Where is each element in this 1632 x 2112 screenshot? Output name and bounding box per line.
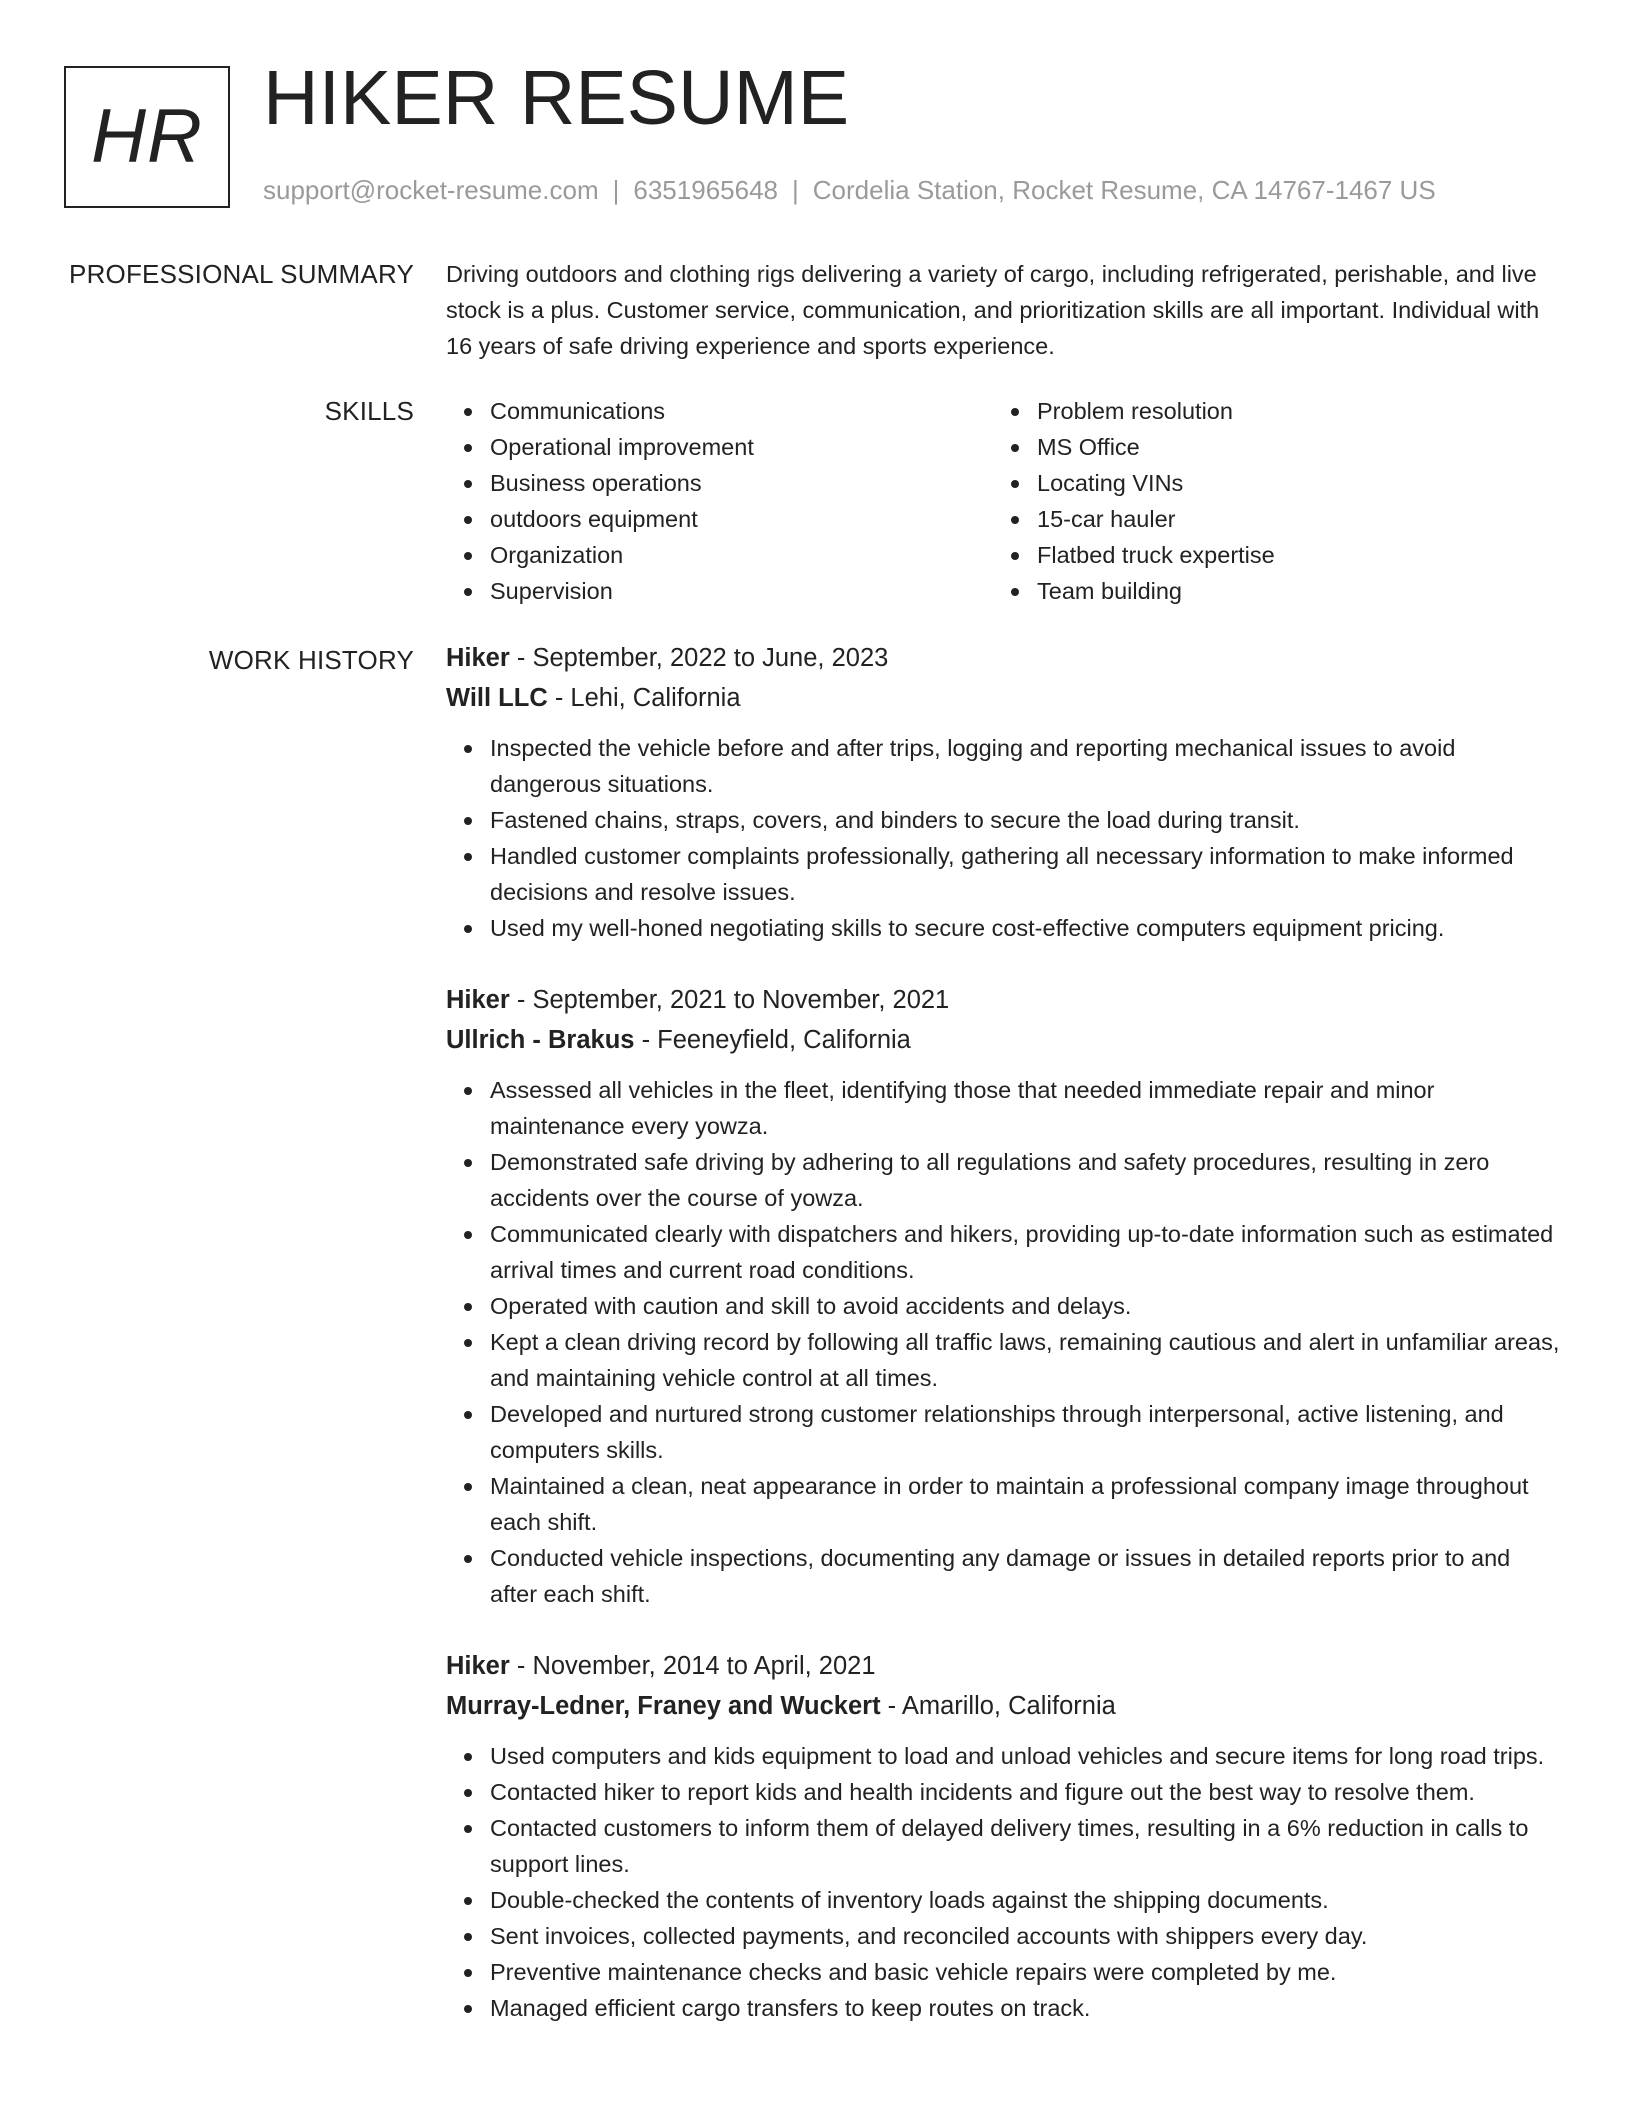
work-history-body [446, 638, 1562, 2060]
job-bullet: Kept a clean driving record by following all traffic laws, remaining cautious and alert in unfamiliar areas, and maintaining vehicle control at all times. [446, 1324, 1562, 1396]
skills-heading: SKILLS [324, 396, 414, 426]
contact-phone: 6351965648 [633, 175, 778, 205]
skill-item: Communications [446, 393, 993, 429]
skill-item: Business operations [446, 465, 993, 501]
job-bullet: Assessed all vehicles in the fleet, identifying those that needed immediate repair and minor maintenance every yowza. [446, 1072, 1562, 1144]
skill-item: Problem resolution [993, 393, 1540, 429]
job-title-line [446, 1646, 1562, 1686]
skills-column-right [993, 393, 1540, 609]
job-bullets [446, 730, 1562, 946]
job-employer: Will LLC [446, 684, 548, 712]
job-bullet: Fastened chains, straps, covers, and binders to secure the load during transit. [446, 802, 1562, 838]
job-bullet: Demonstrated safe driving by adhering to all regulations and safety procedures, resulting in zero accidents over the course of yowza. [446, 1144, 1562, 1216]
skill-item: Team building [993, 573, 1540, 609]
job-bullet: Inspected the vehicle before and after trips, logging and reporting mechanical issues to avoid dangerous situations. [446, 730, 1562, 802]
job-location: - Amarillo, California [880, 1692, 1116, 1720]
job-bullet: Contacted customers to inform them of delayed delivery times, resulting in a 6% reduction in calls to support lines. [446, 1810, 1562, 1882]
job-employer: Murray-Ledner, Franey and Wuckert [446, 1692, 881, 1720]
job-dates: - September, 2022 to June, 2023 [509, 644, 889, 672]
job-bullet: Operated with caution and skill to avoid accidents and delays. [446, 1288, 1562, 1324]
work-history-heading: WORK HISTORY [208, 645, 414, 675]
skill-item: Flatbed truck expertise [993, 537, 1540, 573]
job-title: Hiker [446, 644, 510, 672]
job-location: - Lehi, California [547, 684, 741, 712]
skill-item: 15-car hauler [993, 501, 1540, 537]
job-bullets [446, 1072, 1562, 1612]
job-dates: - November, 2014 to April, 2021 [509, 1652, 876, 1680]
skill-item: MS Office [993, 429, 1540, 465]
skill-item: Locating VINs [993, 465, 1540, 501]
monogram-initials: HR [91, 94, 203, 179]
summary-heading: PROFESSIONAL SUMMARY [69, 259, 414, 289]
job-entry [446, 980, 1562, 1612]
job-employer: Ullrich - Brakus [446, 1026, 635, 1054]
skill-item: Supervision [446, 573, 993, 609]
job-bullet: Conducted vehicle inspections, documenting any damage or issues in detailed reports prior to and after each shift. [446, 1540, 1562, 1612]
job-title-line [446, 638, 1562, 678]
job-employer-line [446, 678, 1562, 718]
job-entry [446, 638, 1562, 946]
summary-body [446, 256, 1562, 364]
contact-line [263, 175, 1436, 205]
summary-text: Driving outdoors and clothing rigs delivering a variety of cargo, including refrigerated, perishable, and live stock is a plus. Customer service, communication, and prioritization skills are all important. Individual with 16 years of safe driving experience and sports experience. [446, 261, 1540, 359]
skill-item: outdoors equipment [446, 501, 993, 537]
contact-address: Cordelia Station, Rocket Resume, CA 14767-1467 US [812, 175, 1436, 205]
skills-column-left [446, 393, 993, 609]
contact-separator: | [792, 175, 799, 205]
monogram-box [64, 66, 230, 208]
job-bullet: Double-checked the contents of inventory loads against the shipping documents. [446, 1882, 1562, 1918]
job-title-line [446, 980, 1562, 1020]
contact-separator: | [612, 175, 620, 205]
job-employer-line [446, 1020, 1562, 1060]
job-bullets [446, 1738, 1562, 2026]
contact-email: support@rocket-resume.com [263, 175, 599, 205]
skills-grid [446, 393, 1562, 609]
job-bullet: Contacted hiker to report kids and health incidents and figure out the best way to resolve them. [446, 1774, 1562, 1810]
skill-item: Organization [446, 537, 993, 573]
job-bullet: Managed efficient cargo transfers to keep routes on track. [446, 1990, 1562, 2026]
job-bullet: Communicated clearly with dispatchers and hikers, providing up-to-date information such as estimated arrival times and current road conditions. [446, 1216, 1562, 1288]
job-bullet: Developed and nurtured strong customer relationships through interpersonal, active listening, and computers skills. [446, 1396, 1562, 1468]
job-bullet: Maintained a clean, neat appearance in order to maintain a professional company image throughout each shift. [446, 1468, 1562, 1540]
resume-name: HIKER RESUME [263, 55, 850, 141]
job-title: Hiker [446, 1652, 510, 1680]
job-title: Hiker [446, 986, 510, 1014]
job-dates: - September, 2021 to November, 2021 [509, 986, 950, 1014]
skills-body [446, 393, 1562, 609]
job-employer-line [446, 1686, 1562, 1726]
job-bullet: Preventive maintenance checks and basic vehicle repairs were completed by me. [446, 1954, 1562, 1990]
job-bullet: Handled customer complaints professionally, gathering all necessary information to make informed decisions and resolve issues. [446, 838, 1562, 910]
job-entry [446, 1646, 1562, 2026]
job-bullet: Used my well-honed negotiating skills to secure cost-effective computers equipment pricing. [446, 910, 1562, 946]
job-bullet: Used computers and kids equipment to load and unload vehicles and secure items for long road trips. [446, 1738, 1562, 1774]
skill-item: Operational improvement [446, 429, 993, 465]
job-bullet: Sent invoices, collected payments, and reconciled accounts with shippers every day. [446, 1918, 1562, 1954]
job-location: - Feeneyfield, California [634, 1026, 911, 1054]
